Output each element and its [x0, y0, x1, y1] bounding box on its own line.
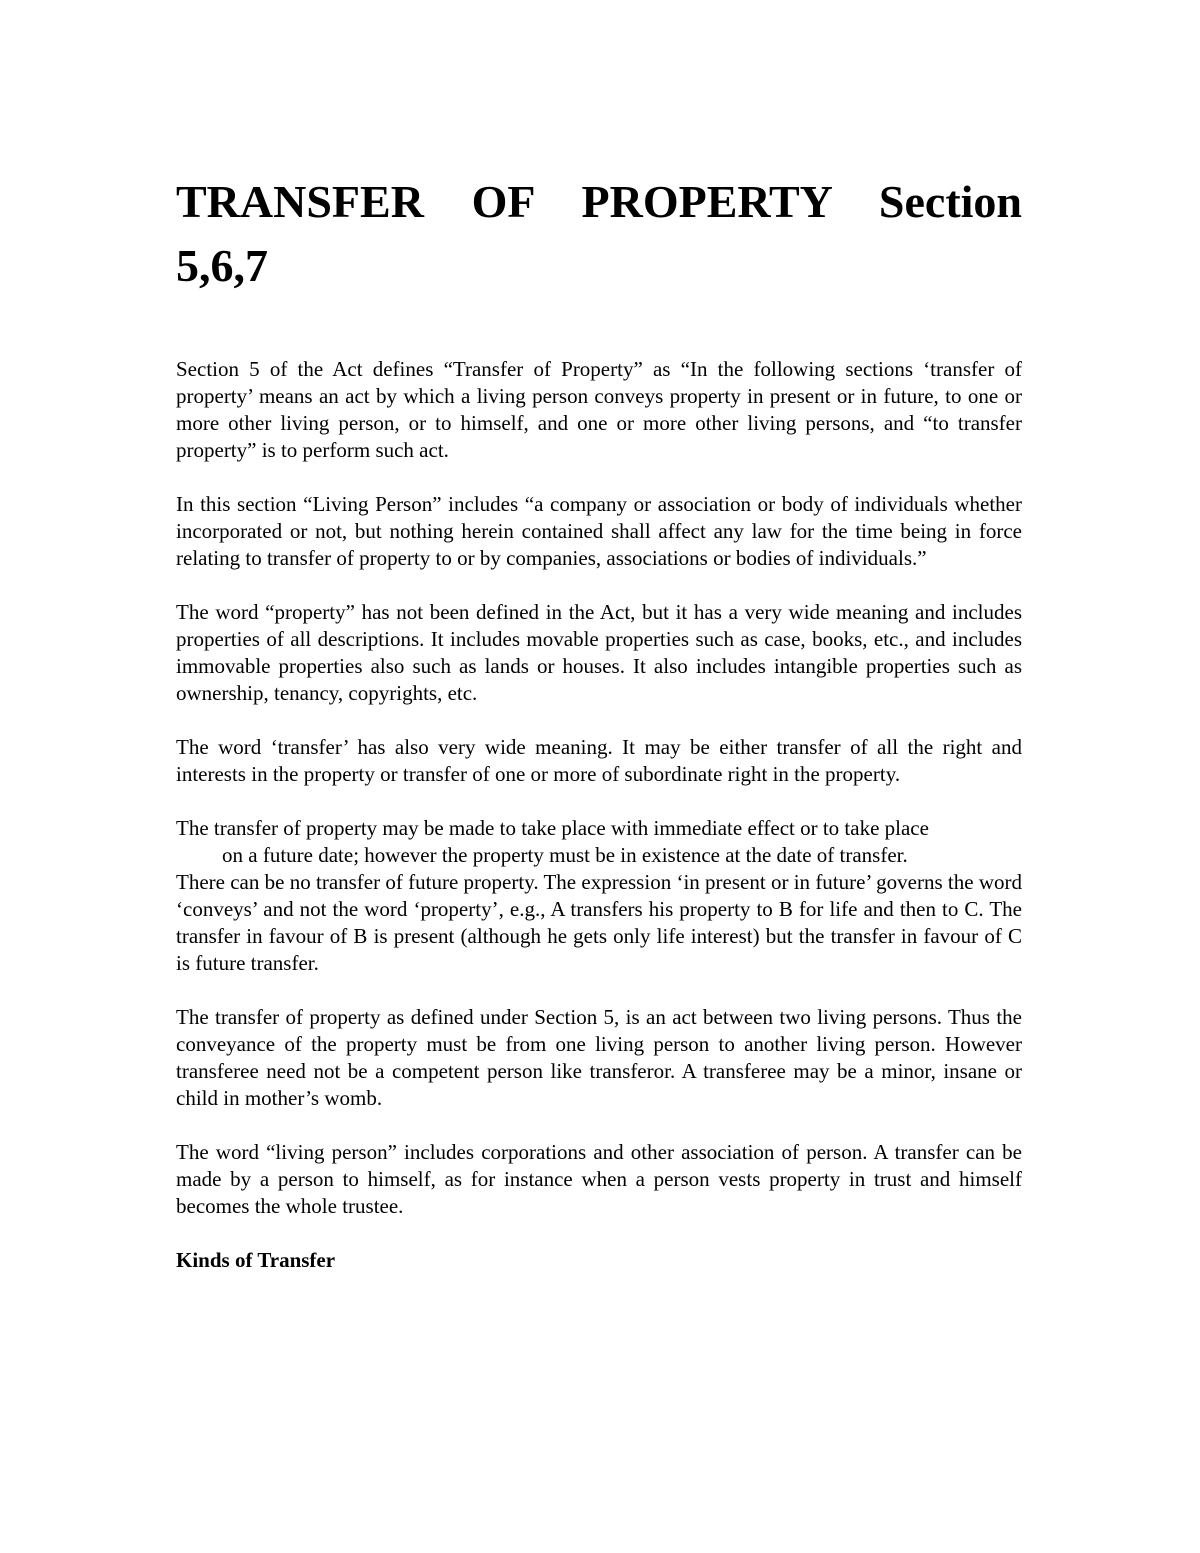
document-body — [176, 356, 1022, 1274]
paragraph-section5-definition: Section 5 of the Act defines “Transfer of Property” as “In the following sections ‘transfer of property’ means an act by which a living person conveys property in present or in future, to one or more other living person, or to himself, and one or more other living persons, and “to transfer property” is to perform such act. — [176, 357, 1022, 462]
paragraph-property-meaning: The word “property” has not been defined in the Act, but it has a very wide meaning and includes properties of all descriptions. It includes movable properties such as case, books, etc., and includes immovable properties also such as lands or houses. It also includes intangible properties such as ownership, tenancy, copyrights, etc. — [176, 600, 1022, 705]
future-transfer-remainder: There can be no transfer of future property. The expression ‘in present or in future’ governs the word ‘conveys’ and not the word ‘property’, e.g., A transfers his property to B for life and then to C. The transfer in favour of B is present (although he gets only life interest) but the transfer in favour of C is future transfer. — [176, 870, 1022, 975]
paragraph-living-person-includes: The word “living person” includes corporations and other association of person. A transfer can be made by a person to himself, as for instance when a person vests property in trust and himself becomes the whole trustee. — [176, 1140, 1022, 1218]
paragraph-transfer-meaning: The word ‘transfer’ has also very wide meaning. It may be either transfer of all the right and interests in the property or transfer of one or more of subordinate right in the property. — [176, 735, 1022, 786]
paragraph-future-transfer — [176, 815, 1022, 977]
future-transfer-first-line: The transfer of property may be made to take place with immediate effect or to take place — [176, 816, 929, 840]
subheading-kinds-of-transfer: Kinds of Transfer — [176, 1248, 336, 1272]
future-transfer-indented-line: on a future date; however the property must be in existence at the date of transfer. — [222, 843, 908, 867]
paragraph-living-person: In this section “Living Person” includes “a company or association or body of individuals whether incorporated or not, but nothing herein contained shall affect any law for the time being in force relating to transfer of property to or by companies, associations or bodies of individuals.” — [176, 492, 1022, 570]
title-line-1: TRANSFER OF PROPERTY Section — [176, 176, 1022, 227]
title-line-2: 5,6,7 — [176, 240, 268, 291]
paragraph-living-persons-act: The transfer of property as defined under Section 5, is an act between two living persons. Thus the conveyance of the property must be from one living person to another living person. However transferee need not be a competent person like transferor. A transferee may be a minor, insane or child in mother’s womb. — [176, 1005, 1022, 1110]
document-title — [176, 170, 1022, 298]
